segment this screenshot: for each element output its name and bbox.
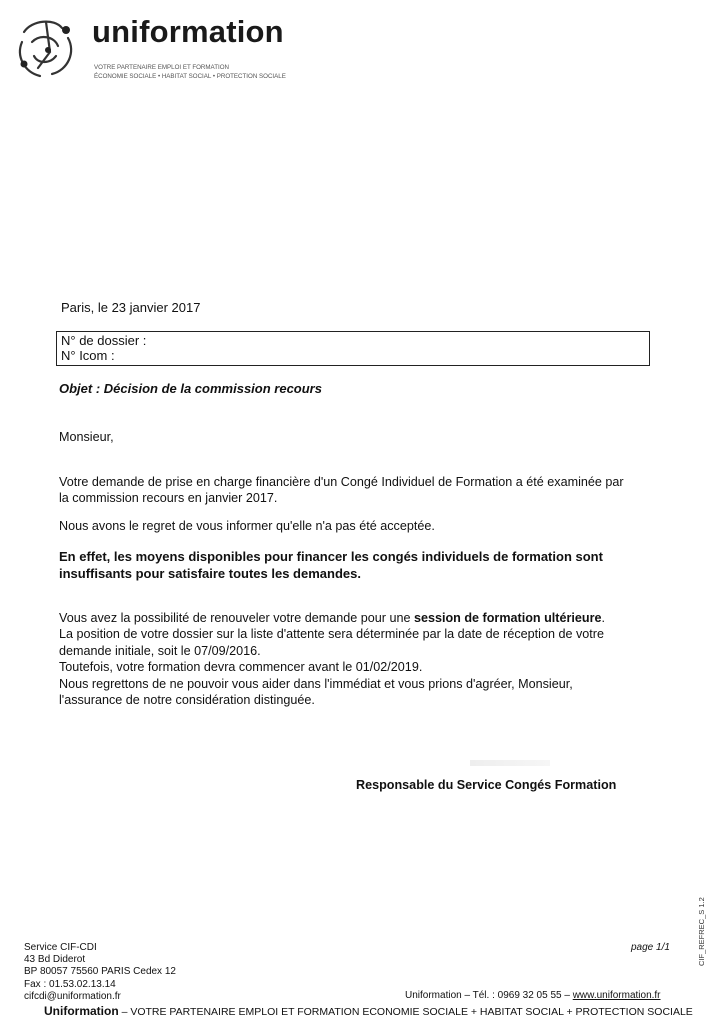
letter-date: Paris, le 23 janvier 2017 [61, 300, 201, 315]
footer-street: 43 Bd Diderot [24, 954, 86, 966]
tagline-line-2: ÉCONOMIE SOCIALE • HABITAT SOCIAL • PROTECTION SOCIALE [94, 73, 286, 80]
letterhead [10, 12, 300, 82]
dossier-number-label: N° de dossier : [61, 333, 147, 348]
website-link[interactable]: www.uniformation.fr [572, 990, 661, 1001]
emphasis-session: session de formation ultérieure [413, 611, 602, 625]
paragraph-line: Vous avez la possibilité de renouveler votre demande pour une session de formation ultérieure. [59, 611, 606, 625]
brand-name: uniformation [92, 14, 284, 49]
paragraph-line: En effet, les moyens disponibles pour financer les congés individuels de formation sont [59, 549, 603, 564]
paragraph-options [59, 610, 645, 708]
paragraph-line: La position de votre dossier sur la liste d'attente sera déterminée par la date de réception de votre [59, 627, 604, 642]
icom-number-label: N° Icom : [61, 348, 115, 363]
paragraph-line: l'assurance de notre considération distinguée. [59, 693, 315, 708]
greeting: Monsieur, [59, 430, 114, 444]
paragraph-line: Toutefois, votre formation devra commencer avant le 01/02/2019. [59, 660, 423, 675]
tagline-line-1: VOTRE PARTENAIRE EMPLOI ET FORMATION [94, 64, 229, 71]
footer-phone: Uniformation – Tél. : 0969 32 05 55 – [405, 990, 573, 1001]
scan-artifact [470, 760, 550, 766]
brand-tagline [94, 63, 324, 81]
paragraph-line: la commission recours en janvier 2017. [59, 491, 278, 506]
footer-contact [405, 990, 661, 1001]
paragraph-line: Nous regrettons de ne pouvoir vous aider dans l'immédiat et vous prions d'agréer, Monsieur, [59, 676, 573, 691]
footer-fax: Fax : 01.53.02.13.14 [24, 978, 116, 990]
footer-bp: BP 80057 75560 PARIS Cedex 12 [24, 966, 176, 978]
footer-service: Service CIF-CDI [24, 942, 97, 953]
page-number: page 1/1 [631, 942, 670, 953]
footer-address [24, 942, 176, 1003]
paragraph-refusal: Nous avons le regret de vous informer qu'elle n'a pas été acceptée. [59, 519, 435, 533]
footer-banner [44, 1004, 693, 1018]
paragraph-line: demande initiale, soit le 07/09/2016. [59, 643, 261, 658]
paragraph-line: Votre demande de prise en charge financière d'un Congé Individuel de Formation a été examinée par [59, 475, 624, 489]
reference-box [56, 331, 650, 366]
paragraph-line: insuffisants pour satisfaire toutes les demandes. [59, 566, 361, 581]
footer-brand: Uniformation [44, 1004, 119, 1018]
document-code: CIF_REFREC_S 1.2 [697, 897, 706, 966]
uniformation-logo-icon [10, 12, 82, 84]
signature-title: Responsable du Service Congés Formation [356, 778, 617, 792]
footer-tagline: – VOTRE PARTENAIRE EMPLOI ET FORMATION ECONOMIE SOCIALE + HABITAT SOCIAL + PROTECTION SOCIALE [118, 1006, 693, 1018]
paragraph-reason [59, 548, 645, 582]
letter-subject: Objet : Décision de la commission recours [59, 381, 322, 396]
footer-email[interactable]: cifcdi@uniformation.fr [24, 990, 121, 1002]
paragraph-examination [59, 474, 645, 507]
